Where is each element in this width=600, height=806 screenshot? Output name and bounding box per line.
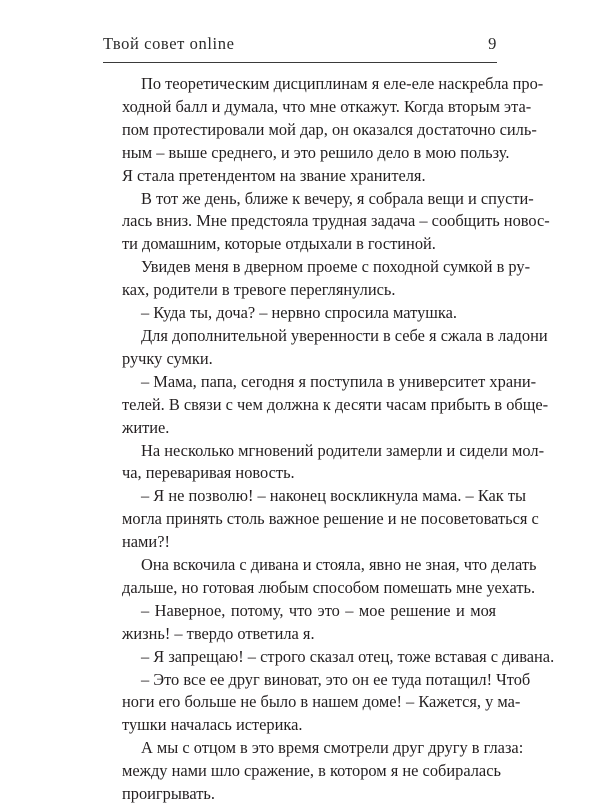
text-line: А мы с отцом в это время смотрели друг другу в глаза: (141, 738, 524, 758)
text-line: – Наверное, потому, что это – мое решение и моя (141, 600, 496, 620)
text-line: – Это все ее друг виноват, это он ее туда потащил! Чтоб (141, 669, 531, 689)
paragraph (103, 600, 496, 646)
text-line: – Куда ты, доча? – нервно спросила матушка. (141, 303, 457, 323)
paragraph (103, 646, 555, 669)
running-header (103, 34, 497, 58)
text-line: – Я запрещаю! – строго сказал отец, тоже вставая с дивана. (141, 646, 555, 666)
paragraph (103, 188, 550, 257)
text-line: ноги его больше не было в нашем доме! – Кажется, у ма- (122, 692, 521, 712)
text-line: – Я не позволю! – наконец воскликнула мама. – Как ты (141, 486, 527, 506)
text-line: ча, переваривая новость. (122, 463, 295, 483)
text-line: тушки началась истерика. (122, 715, 303, 735)
text-line: Она вскочила с дивана и стояла, явно не зная, что делать (141, 555, 537, 575)
text-line: дальше, но готовая любым способом помешать мне уехать. (122, 577, 536, 597)
body-text (103, 73, 555, 806)
text-line: проигрывать. (122, 784, 215, 804)
paragraph (103, 485, 539, 554)
text-line: На несколько мгновений родители замерли и сидели мол- (141, 440, 545, 460)
paragraph (103, 302, 496, 325)
text-line: ходной балл и думала, что мне откажут. Когда вторым эта- (122, 96, 532, 116)
text-line: Для дополнительной уверенности в себе я сжала в ладони (141, 325, 548, 345)
paragraph (103, 737, 524, 806)
text-line: нами?! (122, 532, 170, 552)
paragraph (103, 256, 531, 302)
text-line: ным – выше среднего, и это решило дело в мою пользу. (122, 142, 510, 162)
header-rule (103, 62, 497, 63)
text-line: ках, родители в тревоге переглянулись. (122, 280, 396, 300)
paragraph (103, 440, 545, 486)
text-line: Я стала претендентом на звание хранителя. (122, 165, 426, 185)
text-line: В тот же день, ближе к вечеру, я собрала вещи и спусти- (141, 188, 534, 208)
text-line: могла принять столь важное решение и не посоветоваться с (122, 509, 539, 529)
text-line: жизнь! – твердо ответила я. (122, 623, 315, 643)
text-line: между нами шло сражение, в котором я не собиралась (122, 761, 501, 781)
paragraph (103, 371, 549, 440)
text-line: По теоретическим дисциплинам я еле-еле наскребла про- (141, 74, 544, 93)
text-line: Увидев меня в дверном проеме с походной сумкой в ру- (141, 257, 531, 277)
text-line: ручку сумки. (122, 348, 213, 368)
text-line: – Мама, папа, сегодня я поступила в университет храни- (141, 371, 537, 391)
text-line: ти домашним, которые отдыхали в гостиной. (122, 234, 436, 254)
paragraph (103, 73, 544, 188)
paragraph (103, 669, 531, 738)
book-title: Твой совет online (103, 34, 235, 53)
paragraph (103, 325, 548, 371)
text-line: житие. (122, 417, 170, 437)
page-number: 9 (488, 34, 497, 53)
paragraph (103, 554, 537, 600)
text-line: лась вниз. Мне предстояла трудная задача – сообщить новос- (122, 211, 550, 231)
text-line: пом протестировали мой дар, он оказался достаточно силь- (122, 119, 537, 139)
text-line: телей. В связи с чем должна к десяти часам прибыть в обще- (122, 394, 549, 414)
